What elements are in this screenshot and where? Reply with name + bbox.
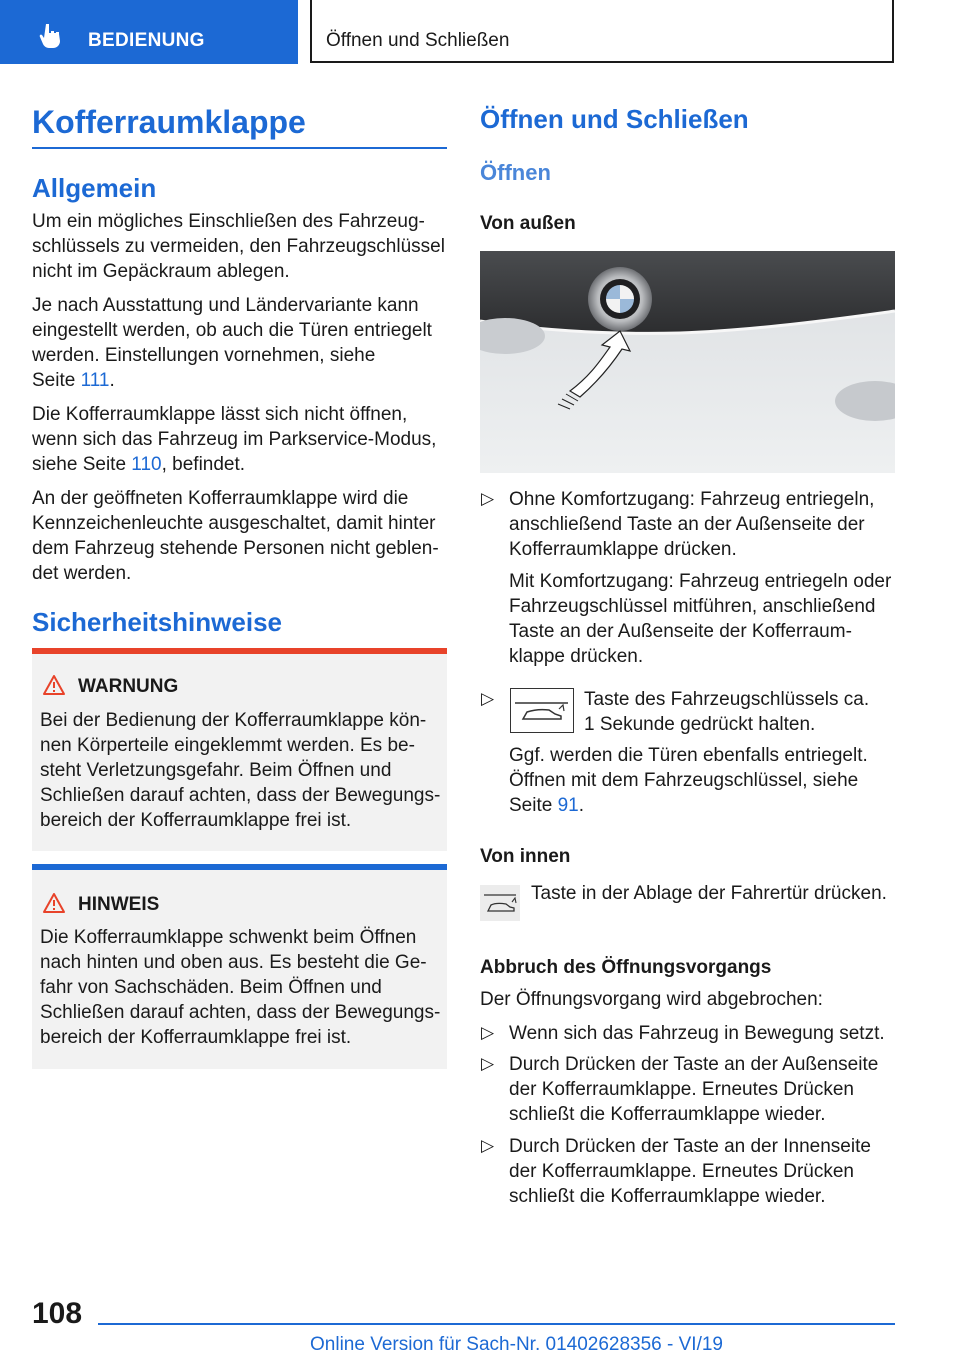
text-line: schließt die Kofferraumklappe wieder. [509, 1186, 826, 1207]
bullet-text [509, 487, 899, 562]
abort-item [509, 1134, 899, 1209]
warning-triangle-icon [42, 674, 66, 696]
text-line: Mit Komfortzugang: Fahrzeug entriegeln oder [509, 571, 892, 592]
safety-heading: Sicherheitshinweise [32, 607, 282, 637]
paragraph [32, 209, 452, 284]
notice-bar [32, 864, 447, 870]
text-line: klappe drücken. [509, 646, 644, 667]
text-line: Schließen darauf achten, dass der Bewegungs- [40, 1002, 441, 1023]
text-line: bereich der Kofferraumklappe frei ist. [40, 810, 352, 831]
section-header-title: Öffnen und Schließen [326, 30, 510, 51]
notice-callout [32, 864, 447, 1069]
text-line: Kofferraumklappe drücken. [509, 539, 737, 560]
bullet-marker: ▷ [481, 1054, 495, 1073]
text-line: Wenn sich das Fahrzeug in Bewegung setzt. [509, 1023, 885, 1044]
warning-callout [32, 648, 447, 851]
notice-text [40, 925, 444, 1050]
paragraph [32, 486, 452, 586]
interior-trunk-button-icon [480, 885, 520, 921]
text-line: An der geöffneten Kofferraumklappe wird die [32, 488, 409, 509]
page-link[interactable]: 91 [557, 795, 579, 816]
abort-intro: Der Öffnungsvorgang wird abgebrochen: [480, 989, 823, 1010]
bullet-subtext [509, 569, 899, 669]
right-title: Öffnen und Schließen [480, 104, 749, 134]
text-line: det werden. [32, 563, 132, 584]
text-line: der Kofferraumklappe. Erneutes Drücken [509, 1161, 854, 1182]
text-line: Taste an der Außenseite der Kofferraum- [509, 621, 852, 642]
text-line: Seite [32, 370, 81, 391]
trunk-button-photo [480, 251, 895, 473]
paragraph [32, 402, 452, 477]
inside-heading: Von innen [480, 846, 571, 867]
inside-text: Taste in der Ablage der Fahrertür drücken. [531, 883, 887, 904]
bullet-marker: ▷ [481, 1023, 495, 1042]
text-line: Kennzeichenleuchte ausgeschaltet, damit hinter [32, 513, 436, 534]
text-line: werden. Einstellungen vornehmen, siehe [32, 345, 376, 366]
bullet-marker: ▷ [481, 689, 495, 708]
text-line: der Kofferraumklappe. Erneutes Drücken [509, 1079, 854, 1100]
abort-item [509, 1052, 899, 1127]
footer-rule [98, 1323, 895, 1325]
trunk-key-icon [510, 688, 574, 733]
text-line: nicht im Gepäckraum ablegen. [32, 261, 290, 282]
text-line: Durch Drücken der Taste an der Außenseite [509, 1054, 879, 1075]
text-line: Die Kofferraumklappe schwenkt beim Öffnen [40, 927, 417, 948]
page-number: 108 [32, 1297, 83, 1330]
text-line: siehe Seite [32, 454, 132, 475]
text-line: bereich der Kofferraumklappe frei ist. [40, 1027, 352, 1048]
text-line: Ohne Komfortzugang: Fahrzeug entriegeln, [509, 489, 875, 510]
page-title: Kofferraumklappe [32, 104, 306, 140]
text-line: Öffnen mit dem Fahrzeugschlüssel, siehe [509, 770, 859, 791]
text-line: fahr von Sachschäden. Beim Öffnen und [40, 977, 382, 998]
text-line: Fahrzeugschlüssel mitführen, anschließend [509, 596, 876, 617]
abort-heading: Abbruch des Öffnungsvorgangs [480, 957, 772, 978]
text-line: Durch Drücken der Taste an der Innenseite [509, 1136, 871, 1157]
bullet-text [584, 687, 894, 737]
warning-text [40, 708, 444, 833]
text-line: Ggf. werden die Türen ebenfalls entriegelt. [509, 745, 868, 766]
text-line: Je nach Ausstattung und Ländervariante kann [32, 295, 419, 316]
general-heading: Allgemein [32, 173, 157, 203]
text-line: nach hinten und oben aus. Es besteht die Ge- [40, 952, 427, 973]
page-link[interactable]: 111 [80, 370, 110, 391]
text-line: anschließend Taste an der Außenseite der [509, 514, 865, 535]
bullet-marker: ▷ [481, 489, 495, 508]
text-line: Bei der Bedienung der Kofferraumklappe kön- [40, 710, 427, 731]
open-heading: Öffnen [480, 160, 551, 185]
text-line: eingestellt werden, ob auch die Türen entriegelt [32, 320, 432, 341]
text-line: 1 Sekunde gedrückt halten. [584, 714, 816, 735]
chapter-tab-label: BEDIENUNG [88, 30, 205, 51]
bullet-subtext [509, 743, 899, 818]
footer-online-version: Online Version für Sach-Nr. 01402628356 - VI/19 [310, 1334, 723, 1355]
title-underline [32, 147, 447, 149]
outside-heading: Von außen [480, 213, 576, 234]
hand-pointer-icon [38, 22, 64, 48]
text-fragment: . [578, 795, 585, 816]
text-line: Die Kofferraumklappe lässt sich nicht öffnen, [32, 404, 408, 425]
warning-label: WARNUNG [78, 676, 179, 697]
text-line: steht Verletzungsgefahr. Beim Öffnen und [40, 760, 392, 781]
text-line: wenn sich das Fahrzeug im Parkservice-Modus, [32, 429, 437, 450]
text-fragment: . [109, 370, 115, 391]
paragraph [32, 293, 452, 393]
text-fragment: , befindet. [161, 454, 246, 475]
warning-bar [32, 648, 447, 654]
text-line: Seite [509, 795, 558, 816]
text-line: Um ein mögliches Einschließen des Fahrzeug- [32, 211, 425, 232]
text-line: Schließen darauf achten, dass der Bewegungs- [40, 785, 441, 806]
text-line: schlüssels zu vermeiden, den Fahrzeugschlüssel [32, 236, 445, 257]
general-text [32, 209, 452, 586]
notice-triangle-icon [42, 892, 66, 914]
notice-label: HINWEIS [78, 894, 160, 915]
page-link[interactable]: 110 [131, 454, 162, 475]
text-line: schließt die Kofferraumklappe wieder. [509, 1104, 826, 1125]
text-line: nen Körperteile eingeklemmt werden. Es be- [40, 735, 415, 756]
bullet-marker: ▷ [481, 1136, 495, 1155]
text-line: Taste des Fahrzeugschlüssels ca. [584, 689, 870, 710]
abort-item [509, 1021, 899, 1046]
text-line: dem Fahrzeug stehende Personen nicht geblen- [32, 538, 439, 559]
